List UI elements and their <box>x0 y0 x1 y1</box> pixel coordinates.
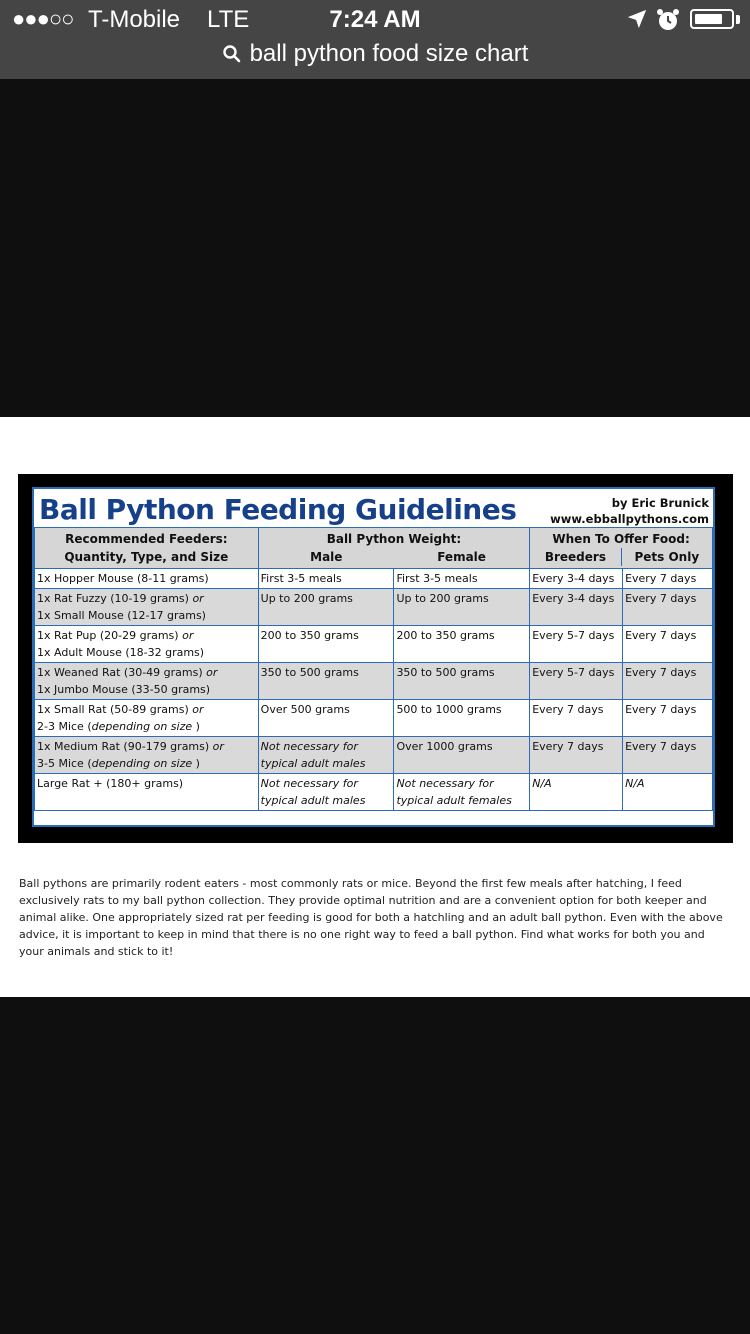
table-row <box>35 737 713 774</box>
cell-breeders: Every 5-7 days <box>530 626 623 663</box>
cell-male-weight: Not necessary for typical adult males <box>258 774 394 811</box>
cell-pets: Every 7 days <box>623 569 713 589</box>
alarm-icon <box>656 8 680 32</box>
cell-feeder: 1x Weaned Rat (30-49 grams) or 1x Jumbo Mouse (33-50 grams) <box>35 663 259 700</box>
chart-title: Ball Python Feeding Guidelines <box>39 493 517 526</box>
cell-female-weight: 350 to 500 grams <box>394 663 530 700</box>
chart-credit <box>550 495 709 527</box>
cell-feeder: Large Rat + (180+ grams) <box>35 774 259 811</box>
header-when: When To Offer Food: Breeders Pets Only <box>530 528 713 569</box>
table-row <box>35 700 713 737</box>
cell-pets: Every 7 days <box>623 737 713 774</box>
cell-male-weight: Over 500 grams <box>258 700 394 737</box>
cell-breeders: N/A <box>530 774 623 811</box>
cell-female-weight: 200 to 350 grams <box>394 626 530 663</box>
status-bar <box>0 0 750 40</box>
table-row <box>35 774 713 811</box>
feeding-chart-image <box>18 474 733 843</box>
cell-female-weight: Over 1000 grams <box>394 737 530 774</box>
credit-author: by Eric Brunick <box>611 496 709 510</box>
status-time: 7:24 AM <box>329 6 421 33</box>
cell-female-weight: Up to 200 grams <box>394 589 530 626</box>
cell-breeders: Every 3-4 days <box>530 569 623 589</box>
cell-feeder: 1x Small Rat (50-89 grams) or 2-3 Mice (depending on size ) <box>35 700 259 737</box>
carrier-name: T-Mobile <box>88 6 181 33</box>
image-viewer[interactable] <box>0 417 750 997</box>
cell-male-weight: Up to 200 grams <box>258 589 394 626</box>
search-bar[interactable] <box>0 40 750 76</box>
cell-pets: Every 7 days <box>623 589 713 626</box>
cell-male-weight: First 3-5 meals <box>258 569 394 589</box>
header-feeders: Recommended Feeders: Quantity, Type, and Size <box>35 528 259 569</box>
top-bar <box>0 0 750 79</box>
cell-breeders: Every 7 days <box>530 737 623 774</box>
cell-pets: Every 7 days <box>623 626 713 663</box>
cell-feeder: 1x Rat Fuzzy (10-19 grams) or 1x Small Mouse (12-17 grams) <box>35 589 259 626</box>
feeding-table <box>34 527 713 811</box>
battery-icon <box>690 9 734 29</box>
cell-pets: N/A <box>623 774 713 811</box>
battery-tip <box>736 15 740 24</box>
cell-feeder: 1x Medium Rat (90-179 grams) or 3-5 Mice (depending on size ) <box>35 737 259 774</box>
table-header-row <box>35 528 713 569</box>
cell-feeder: 1x Hopper Mouse (8-11 grams) <box>35 569 259 589</box>
feeding-chart <box>32 487 715 827</box>
cell-male-weight: 350 to 500 grams <box>258 663 394 700</box>
search-query[interactable]: ball python food size chart <box>249 40 529 67</box>
cell-breeders: Every 5-7 days <box>530 663 623 700</box>
cell-feeder: 1x Rat Pup (20-29 grams) or 1x Adult Mouse (18-32 grams) <box>35 626 259 663</box>
credit-website: www.ebballpythons.com <box>550 512 709 526</box>
cell-female-weight: First 3-5 meals <box>394 569 530 589</box>
network-type: LTE <box>207 6 250 33</box>
table-row <box>35 589 713 626</box>
signal-strength-icon: ●●●○○ <box>12 6 74 31</box>
cell-breeders: Every 7 days <box>530 700 623 737</box>
cell-male-weight: 200 to 350 grams <box>258 626 394 663</box>
cell-breeders: Every 3-4 days <box>530 589 623 626</box>
search-icon <box>222 44 242 64</box>
image-description: Ball pythons are primarily rodent eaters - most commonly rats or mice. Beyond the first few meals after hatching, I feed exclusively rats to my ball python collection. They provide optimal nutrition and are a convenient option for both keeper and animal alike. One appropriately sized rat per feeding is good for both a hatchling and an adult ball python. Even with the above advice, it is important to keep in mind that there is no one right way to feed a ball python. Find what works for both you and your animals and stick to it! <box>19 877 723 958</box>
cell-pets: Every 7 days <box>623 663 713 700</box>
table-row <box>35 626 713 663</box>
location-arrow-icon <box>626 8 648 30</box>
cell-pets: Every 7 days <box>623 700 713 737</box>
header-weight: Ball Python Weight: Male Female <box>258 528 530 569</box>
cell-female-weight: Not necessary for typical adult females <box>394 774 530 811</box>
table-row <box>35 663 713 700</box>
cell-female-weight: 500 to 1000 grams <box>394 700 530 737</box>
table-row <box>35 569 713 589</box>
cell-male-weight: Not necessary for typical adult males <box>258 737 394 774</box>
